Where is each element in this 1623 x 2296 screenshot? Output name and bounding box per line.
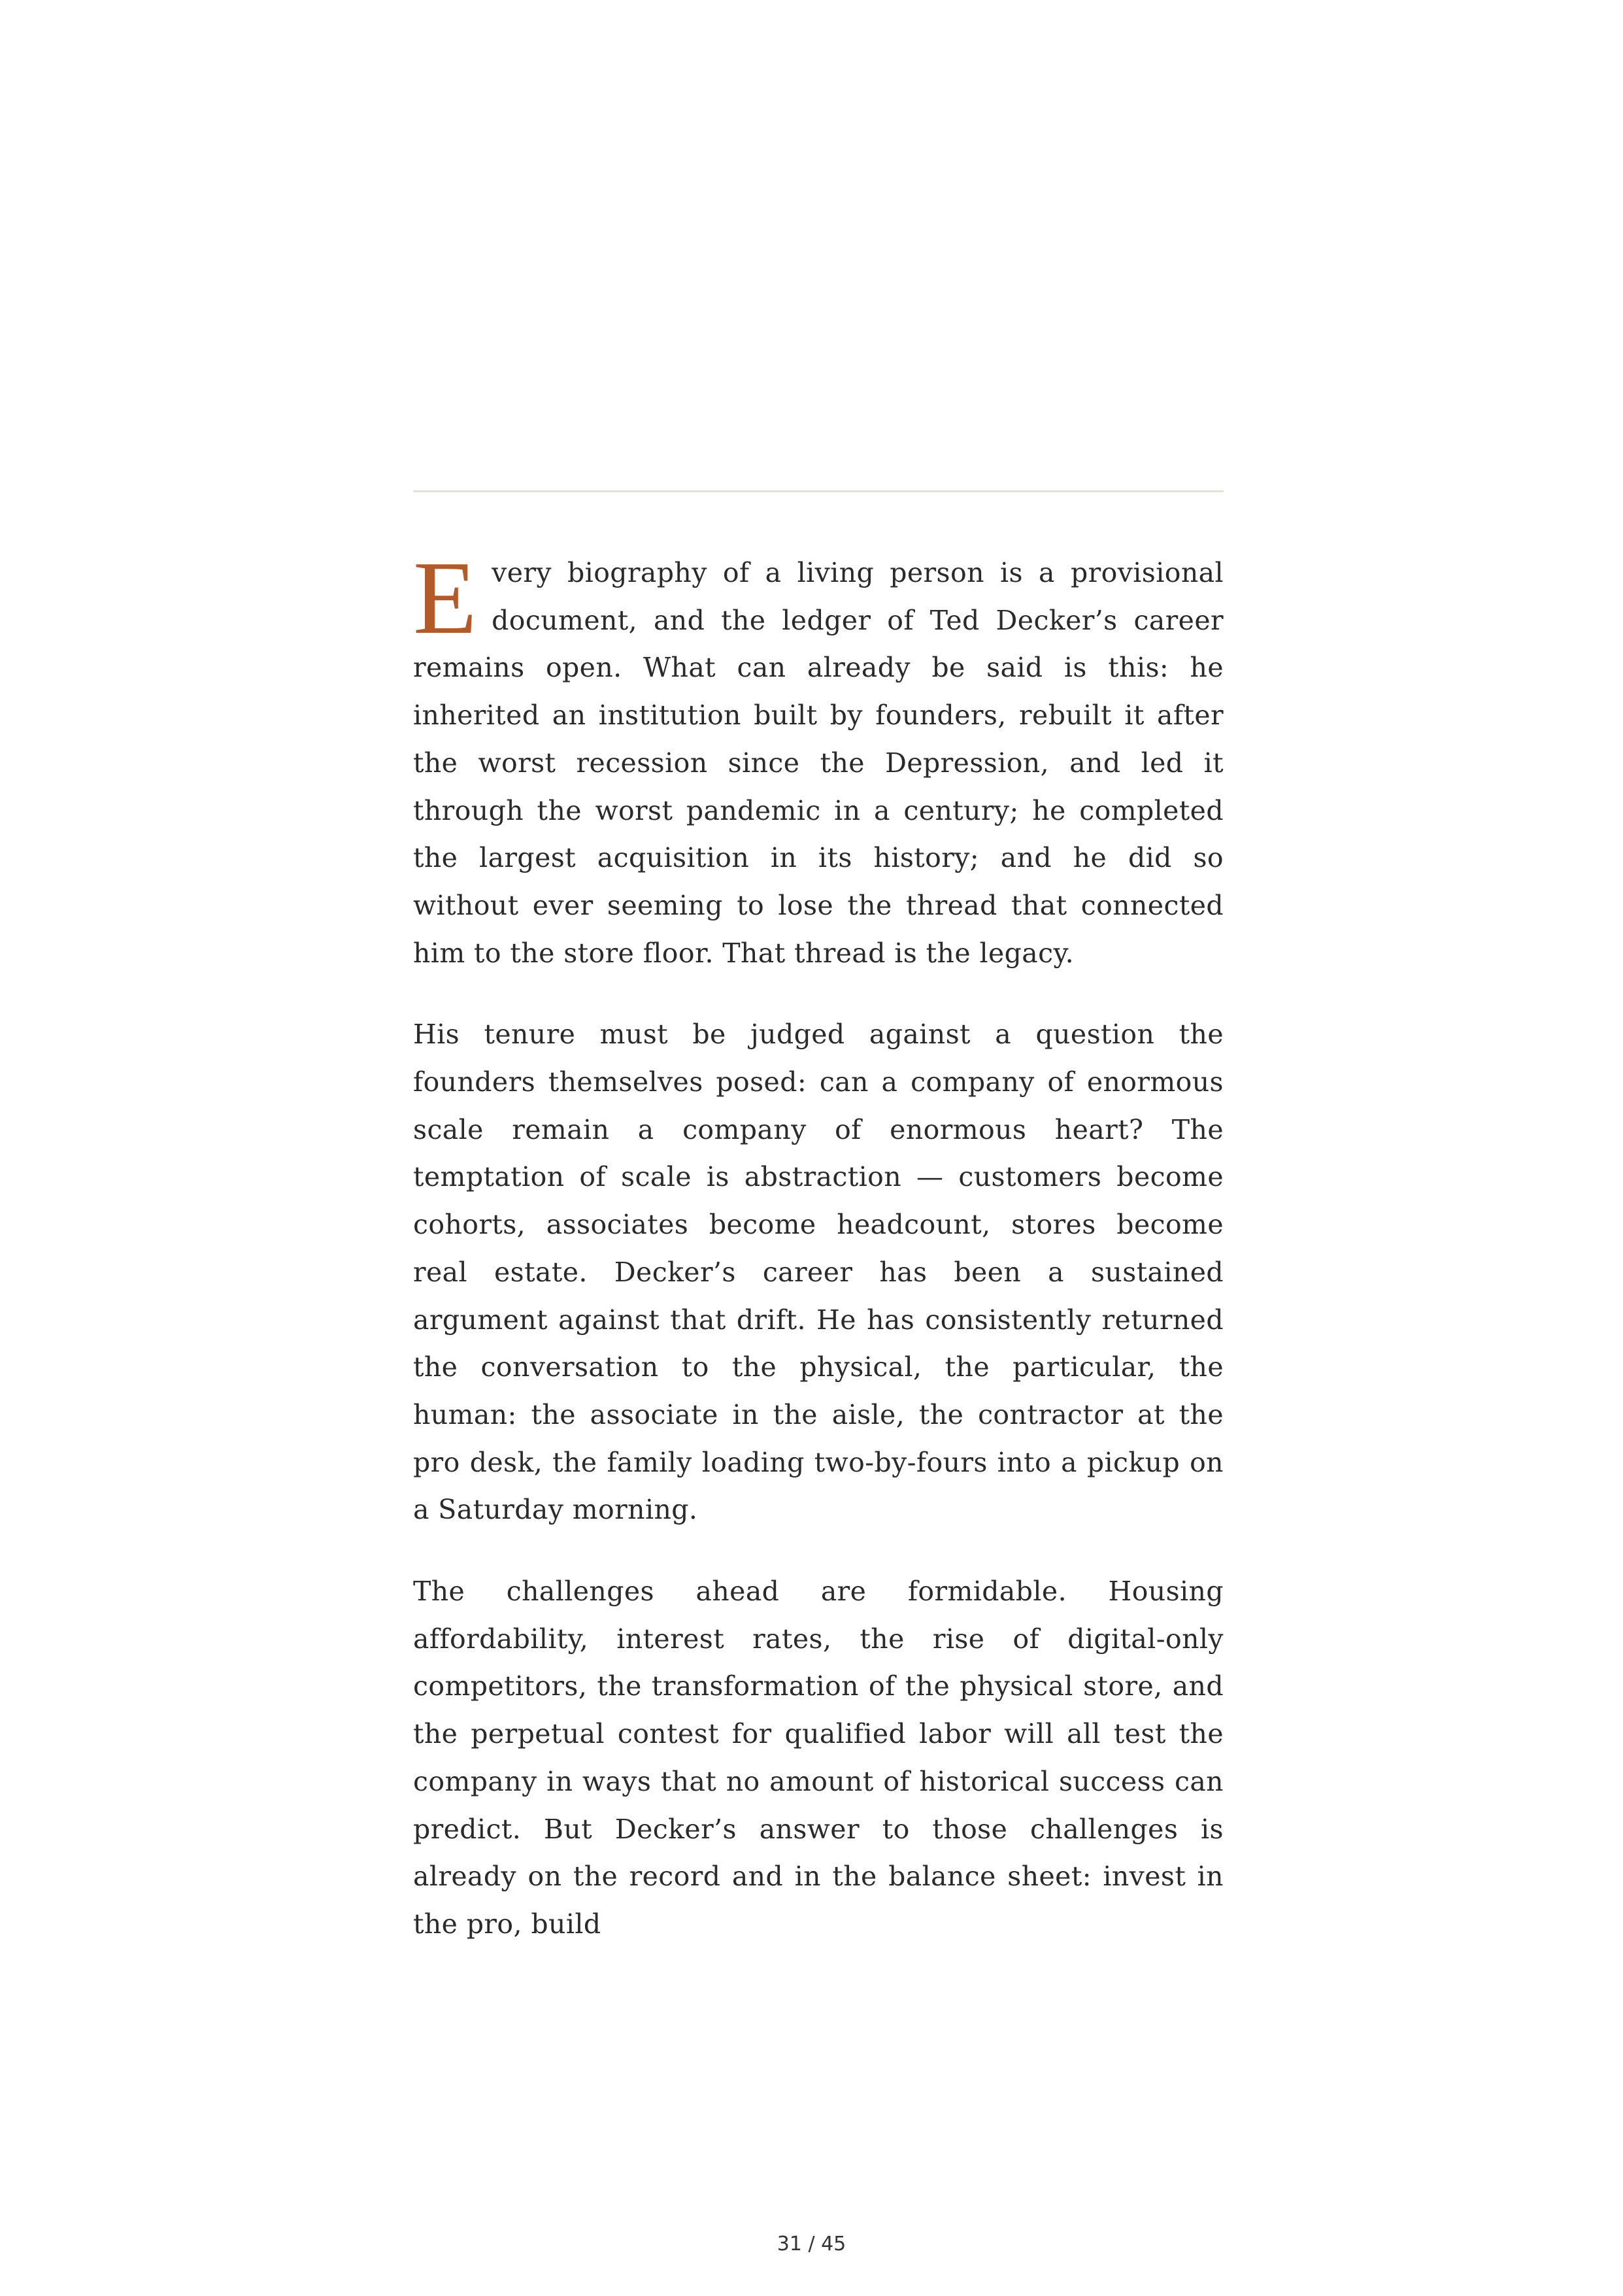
paragraph-1-text: very biography of a living person is a provisional document, and the ledger of Ted Decker’s career remains open. What can already be said is this: he inherited an institution built by founders, rebuilt it after the worst recession since the Depression, and led it through the worst pandemic in a century; he completed the largest acquisition in its history; and he did so without ever seeming to lose the thread that connected him to the store floor. That thread is the legacy. [413,557,1224,969]
drop-cap: E [413,539,478,656]
page-number: 31 / 45 [777,2233,846,2255]
paragraph-2: His tenure must be judged against a question the founders themselves posed: can a company of enormous scale remain a company of enormous heart? The temptation of scale is abstraction — customers become cohorts, associates become headcount, stores become real estate. Decker’s career has been a sustained argument against that drift. He has consistently returned the conversation to the physical, the particular, the human: the associate in the aisle, the contractor at the pro desk, the family loading two-by-fours into a pickup on a Saturday morning. [413,1019,1224,1526]
paragraph-1 [413,539,1224,977]
article-body [413,539,1224,1982]
section-divider [413,490,1224,492]
paragraph-3: The challenges ahead are formidable. Housing affordability, interest rates, the rise of digital-only competitors, the transformation of the physical store, and the perpetual contest for qualified labor will all test the company in ways that no amount of historical success can predict. But Decker’s answer to those challenges is already on the record and in the balance sheet: invest in the pro, build [413,1576,1224,1940]
